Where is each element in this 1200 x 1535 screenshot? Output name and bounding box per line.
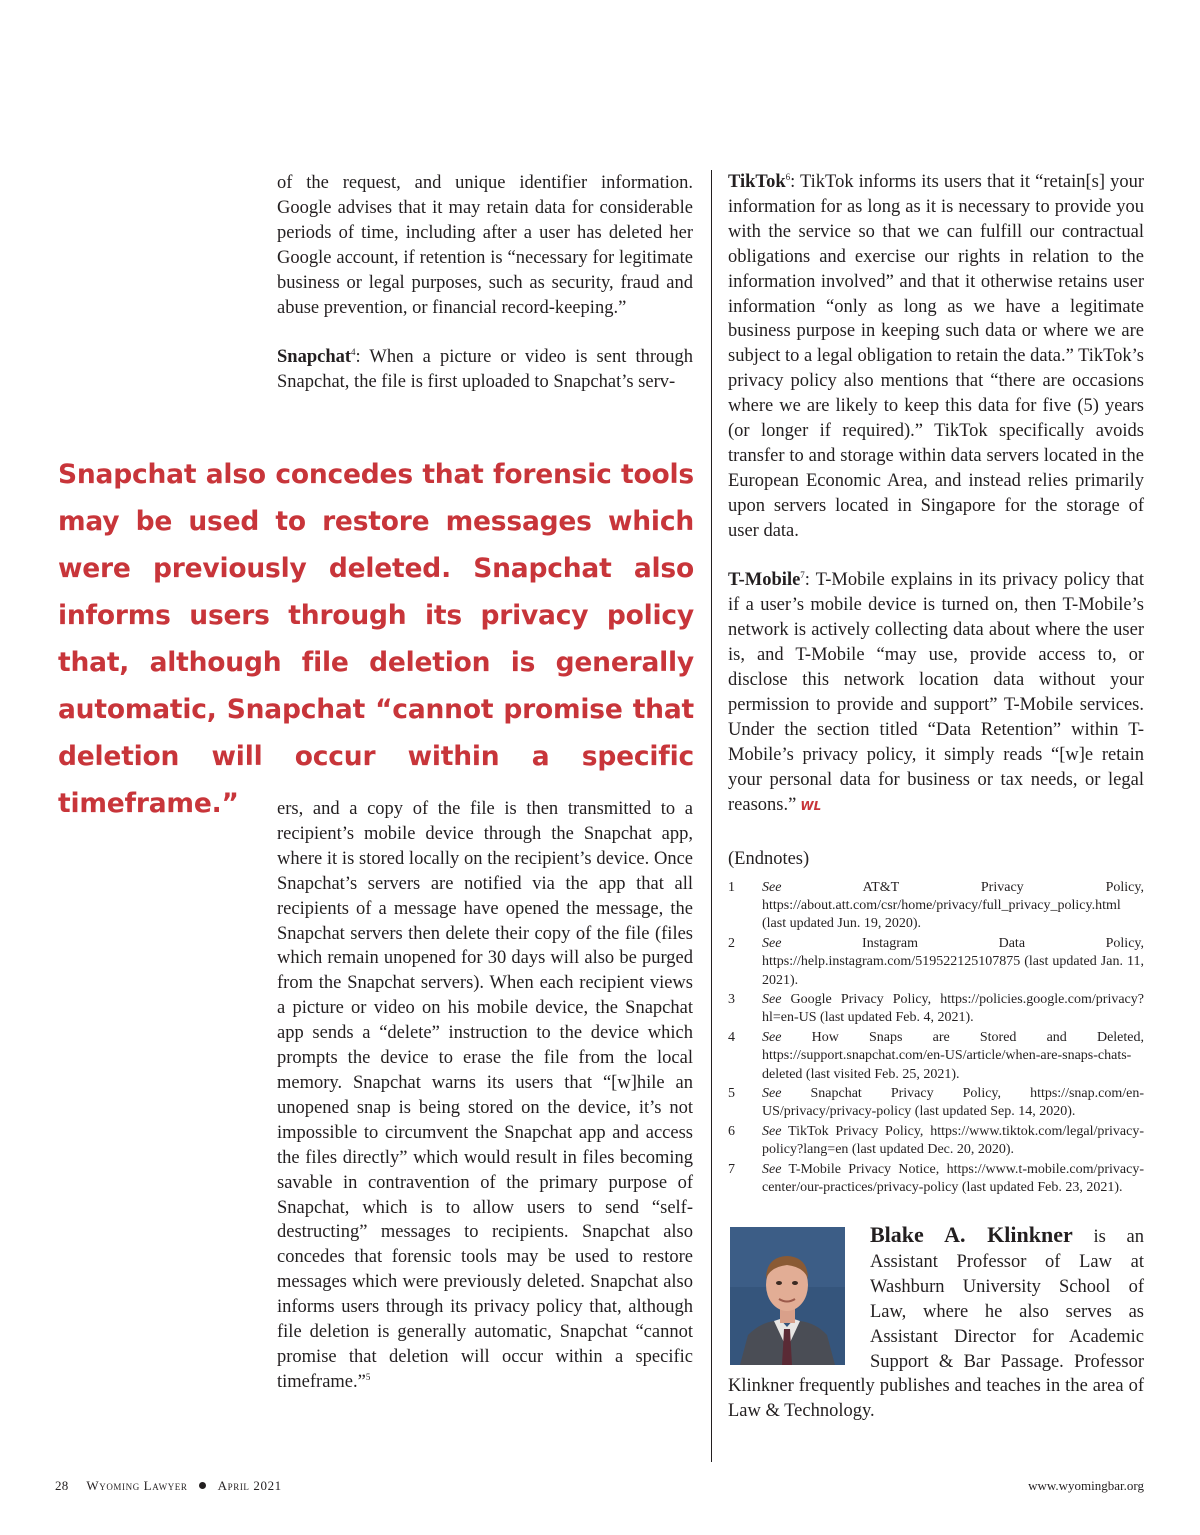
- endnote-link[interactable]: T-Mobile Privacy Notice, https://www.t-mobile.com/privacy-center/our-practices/privacy-policy (last updated Feb. 23, 2021).: [762, 1162, 1144, 1196]
- endnote-number: 1: [728, 880, 735, 895]
- snapchat-heading: Snapchat: [277, 347, 352, 368]
- endnote-link[interactable]: Snapchat Privacy Policy, https://snap.com/en-US/privacy/privacy-policy (last updated Sep. 14, 2020).: [762, 1086, 1144, 1120]
- page-number: 28: [55, 1478, 69, 1493]
- tmobile-heading: T-Mobile: [728, 570, 801, 591]
- footnote-ref-6[interactable]: 6: [785, 172, 791, 182]
- endnote-number: 6: [728, 1124, 735, 1140]
- tmobile-text: : T-Mobile explains in its privacy policy that if a user’s mobile device is turned on, then T-Mobile’s network is actively collecting data about where the user is, and T-Mobile “may use, provide access to, or disclose this network location data without your permission to provide and support” T-Mobile services. Under the section titled “Data Retention” within T-Mobile’s privacy policy, it simply reads “[w]e retain your personal data for business or tax needs, or legal reasons.”: [728, 570, 1144, 815]
- endnote-number: 4: [728, 1030, 735, 1046]
- author-photo: [730, 1227, 845, 1365]
- author-portrait-icon: [730, 1227, 845, 1365]
- tiktok-text: : TikTok informs its users that it “retain[s] your information for as long as it is necessary to provide you with the service so that we can fulfill our contractual obligations and exercise our rights in relation to the information involved” and that it otherwise retains user information “only as long as we have a legitimate business purpose in keeping such data or where we are subject to a legal obligation to retain the data.” TikTok’s privacy policy also mentions that “there are occasions where we are likely to keep this data for five (5) years (or longer if required).” TikTok specifically avoids transfer to and storage within data servers located in the European Economic Area, and instead relies primarily upon servers located in Singapore for the storage of user data.: [728, 172, 1144, 541]
- left-column-bottom: [277, 797, 693, 1395]
- endnote-text: See How Snaps are Stored and Deleted, https://support.snapchat.com/en-US/article/when-are-snaps-chats-deleted (last visited Feb. 25, 2021).: [762, 1030, 1144, 1082]
- author-description: is an Assistant Professor of Law at Washburn University School of Law, where he also serves as Assistant Director for Academic Support & Bar Passage. Professor Klinkner frequently publishes and teaches in the area of Law & Technology.: [728, 1227, 1144, 1422]
- footer-left: [55, 1478, 282, 1494]
- snapchat-paragraph: [277, 345, 693, 395]
- endnote-text: See Snapchat Privacy Policy, https://snap.com/en-US/privacy/privacy-policy (last updated Sep. 14, 2020).: [762, 1086, 1144, 1120]
- endnote-item: [728, 879, 1144, 934]
- endnote-text: See Google Privacy Policy, https://policies.google.com/privacy?hl=en-US (last updated Feb. 4, 2021).: [762, 992, 1144, 1026]
- tmobile-paragraph: [728, 568, 1144, 818]
- right-column: [728, 170, 1144, 819]
- endnote-link[interactable]: How Snaps are Stored and Deleted, https://support.snapchat.com/en-US/article/when-are-snaps-chats-deleted (last visited Feb. 25, 2021).: [762, 1030, 1144, 1082]
- issue-date: April 2021: [217, 1478, 282, 1493]
- endnote-number: 3: [728, 992, 735, 1008]
- wl-end-mark: WL: [800, 798, 822, 813]
- endnote-text: See AT&T Privacy Policy, https://about.att.com/csr/home/privacy/full_privacy_policy.html (last updated Jun. 19, 2020).: [762, 880, 1144, 932]
- endnote-number: 5: [728, 1086, 735, 1102]
- bullet-icon: [199, 1482, 206, 1489]
- endnote-item: [728, 1161, 1144, 1197]
- endnote-item: [728, 1085, 1144, 1121]
- column-divider: [711, 170, 712, 1462]
- endnote-item: [728, 935, 1144, 990]
- footnote-ref-7[interactable]: 7: [800, 570, 805, 581]
- footnote-ref-4[interactable]: 4: [351, 347, 356, 358]
- snapchat-text: : When a picture or video is sent through Snapchat, the file is first uploaded to Snapchat’s serv-: [277, 347, 693, 393]
- endnote-link[interactable]: AT&T Privacy Policy, https://about.att.com/csr/home/privacy/full_privacy_policy.html (last updated Jun. 19, 2020).: [762, 880, 1144, 932]
- endnotes: [728, 847, 1144, 1199]
- endnote-link[interactable]: TikTok Privacy Policy, https://www.tiktok.com/legal/privacy-policy?lang=en (last updated Dec. 20, 2020).: [762, 1124, 1144, 1158]
- tiktok-paragraph: [728, 170, 1144, 544]
- author-bio: [728, 1223, 1144, 1424]
- endnote-text: See T-Mobile Privacy Notice, https://www.t-mobile.com/privacy-center/our-practices/privacy-policy (last updated Feb. 23, 2021).: [762, 1162, 1144, 1196]
- endnote-number: 2: [728, 936, 735, 952]
- footnote-ref-5[interactable]: 5: [365, 1371, 371, 1382]
- endnote-link[interactable]: Google Privacy Policy, https://policies.google.com/privacy?hl=en-US (last updated Feb. 4, 2021).: [762, 992, 1144, 1026]
- publication-name: Wyoming Lawyer: [86, 1478, 188, 1493]
- left-column-top: [277, 171, 693, 395]
- endnote-item: [728, 1123, 1144, 1159]
- endnotes-title: (Endnotes): [728, 849, 810, 869]
- endnote-item: [728, 991, 1144, 1027]
- google-paragraph-continued: of the request, and unique identifier information. Google advises that it may retain data for considerable periods of time, including after a user has deleted her Google account, if retention is “necessary for legitimate business or legal purposes, such as security, fraud and abuse prevention, or financial record-keeping.”: [277, 173, 693, 318]
- tiktok-heading: TikTok: [728, 172, 786, 192]
- endnote-item: [728, 1029, 1144, 1084]
- author-name: Blake A. Klinkner: [870, 1222, 1073, 1247]
- endnote-link[interactable]: Instagram Data Policy, https://help.instagram.com/519522125107875 (last updated Jan. 11, 2021).: [762, 936, 1144, 988]
- endnote-text: See TikTok Privacy Policy, https://www.tiktok.com/legal/privacy-policy?lang=en (last updated Dec. 20, 2020).: [762, 1124, 1144, 1158]
- endnote-number: 7: [728, 1162, 735, 1178]
- snapchat-paragraph-continued: [277, 797, 693, 1395]
- pull-quote: Snapchat also concedes that forensic tools may be used to restore messages which were previously deleted. Snapchat also informs users through its privacy policy that, although file deletion is generally automatic, Snapchat “cannot promise that deletion will occur within a specific timeframe.”: [58, 459, 694, 819]
- website-link[interactable]: www.wyomingbar.org: [1028, 1478, 1144, 1493]
- endnote-text: See Instagram Data Policy, https://help.instagram.com/519522125107875 (last updated Jan. 11, 2021).: [762, 936, 1144, 988]
- snapchat-continued-text: ers, and a copy of the file is then transmitted to a recipient’s mobile device through the Snapchat app, where it is stored locally on the recipient’s device. Once Snapchat’s servers are notified via the app that all recipients of a message have opened the message, the Snapchat servers then delete their copy of the file (files which remain unopened for 30 days will also be purged from the Snapchat servers). When each recipient views a picture or video on his mobile device, the Snapchat app sends a “delete” instruction to the device which prompts the device to erase the file from the local memory. Snapchat warns its users that “[w]hile an unopened snap is being stored on the device, it’s not impossible to circumvent the Snapchat app and access the files directly” which would result in files becoming savable in contravention of the primary purpose of Snapchat, which is to allow users to send “self-destructing” messages to recipients. Snapchat also concedes that forensic tools may be used to restore messages which were previously deleted. Snapchat also informs users through its privacy policy that, although file deletion is generally automatic, Snapchat “cannot promise that deletion will occur within a specific timeframe.”: [277, 799, 693, 1392]
